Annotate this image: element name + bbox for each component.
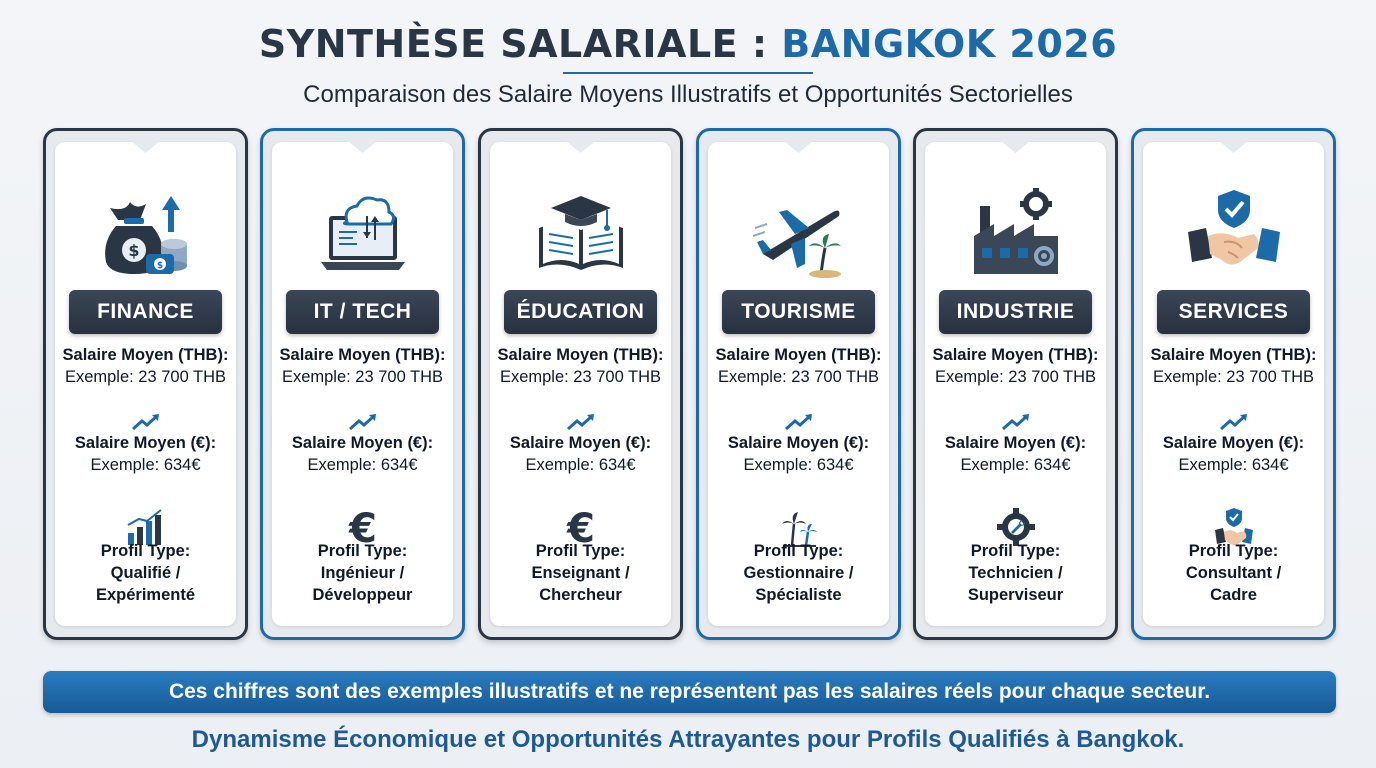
sector-cards	[43, 128, 1336, 640]
card-panel	[272, 142, 453, 626]
svg-text:$: $	[127, 241, 140, 260]
eur-value: Exemple: 634€	[525, 456, 636, 474]
sector-label: TOURISME	[722, 290, 875, 334]
profile-line-1: Technicien /	[968, 564, 1063, 582]
eur-value: Exemple: 634€	[307, 456, 418, 474]
eur-label: Salaire Moyen (€):	[291, 434, 434, 452]
card-notch	[782, 139, 816, 153]
profile-line-1: Qualifié /	[110, 564, 181, 582]
title-part-2: BANGKOK 2026	[781, 22, 1118, 66]
factory-gear-icon	[925, 180, 1106, 284]
sector-label: SERVICES	[1157, 290, 1310, 334]
thb-label: Salaire Moyen (THB):	[715, 346, 882, 364]
profile-line-1: Enseignant /	[531, 564, 630, 582]
sector-card-industrie	[913, 128, 1118, 640]
eur-value: Exemple: 634€	[90, 456, 201, 474]
profile-line-2: Cadre	[1210, 586, 1257, 604]
thb-value: Exemple: 23 700 THB	[64, 368, 227, 386]
eur-label: Salaire Moyen (€):	[74, 434, 217, 452]
thb-label: Salaire Moyen (THB):	[279, 346, 446, 364]
eur-label: Salaire Moyen (€):	[1162, 434, 1305, 452]
sector-card-education	[478, 128, 683, 640]
card-panel	[490, 142, 671, 626]
profile-label: Profil Type:	[1188, 542, 1279, 560]
trend-up-icon	[1143, 412, 1324, 432]
profile-line-2: Chercheur	[539, 586, 622, 604]
sector-label: ÉDUCATION	[504, 290, 657, 334]
svg-text:$: $	[156, 261, 163, 271]
page-subtitle: Comparaison des Salaire Moyens Illustratifs et Opportunités Sectorielles	[303, 81, 1073, 108]
sector-card-services	[1131, 128, 1336, 640]
profile-label: Profil Type:	[753, 542, 844, 560]
svg-text:€: €	[348, 506, 377, 548]
trend-up-icon	[55, 412, 236, 432]
card-notch	[1217, 139, 1251, 153]
sector-card-tourisme	[696, 128, 901, 640]
profile-label: Profil Type:	[970, 542, 1061, 560]
profile-line-1: Consultant /	[1185, 564, 1282, 582]
card-notch	[346, 139, 380, 153]
thb-label: Salaire Moyen (THB):	[1150, 346, 1317, 364]
profile-label: Profil Type:	[100, 542, 191, 560]
eur-label: Salaire Moyen (€):	[509, 434, 652, 452]
eur-label: Salaire Moyen (€):	[944, 434, 1087, 452]
profile-line-1: Gestionnaire /	[743, 564, 854, 582]
title-underline	[563, 72, 813, 74]
thb-value: Exemple: 23 700 THB	[717, 368, 880, 386]
thb-value: Exemple: 23 700 THB	[281, 368, 444, 386]
card-notch	[564, 139, 598, 153]
card-panel	[55, 142, 236, 626]
trend-up-icon	[925, 412, 1106, 432]
profile-line-2: Superviseur	[967, 586, 1064, 604]
profile-line-2: Spécialiste	[755, 586, 842, 604]
profile-label: Profil Type:	[317, 542, 408, 560]
footer-tagline: Dynamisme Économique et Opportunités Attrayantes pour Profils Qualifiés à Bangkok.	[191, 726, 1185, 753]
sector-card-it-tech	[260, 128, 465, 640]
sector-label: IT / TECH	[286, 290, 439, 334]
profile-line-2: Expérimenté	[95, 586, 196, 604]
eur-value: Exemple: 634€	[960, 456, 1071, 474]
thb-value: Exemple: 23 700 THB	[1152, 368, 1315, 386]
cloud-laptop-icon	[272, 180, 453, 284]
card-notch	[999, 139, 1033, 153]
thb-value: Exemple: 23 700 THB	[499, 368, 662, 386]
disclaimer-banner: Ces chiffres sont des exemples illustratifs et ne représentent pas les salaires réels pour chaque secteur.	[43, 671, 1336, 713]
eur-value: Exemple: 634€	[743, 456, 854, 474]
sector-label: FINANCE	[69, 290, 222, 334]
trend-up-icon	[272, 412, 453, 432]
page-title	[0, 22, 1376, 66]
eur-value: Exemple: 634€	[1178, 456, 1289, 474]
book-graduation-cap-icon	[490, 180, 671, 284]
card-panel	[708, 142, 889, 626]
svg-text:€: €	[566, 506, 595, 548]
trend-up-icon	[708, 412, 889, 432]
sector-label: INDUSTRIE	[939, 290, 1092, 334]
card-panel	[1143, 142, 1324, 626]
thb-label: Salaire Moyen (THB):	[62, 346, 229, 364]
sector-card-finance	[43, 128, 248, 640]
profile-label: Profil Type:	[535, 542, 626, 560]
eur-label: Salaire Moyen (€):	[727, 434, 870, 452]
handshake-shield-icon	[1143, 180, 1324, 284]
airplane-palm-icon	[708, 180, 889, 284]
thb-label: Salaire Moyen (THB):	[497, 346, 664, 364]
profile-line-2: Développeur	[312, 586, 413, 604]
title-part-1: SYNTHÈSE SALARIALE :	[258, 22, 782, 66]
thb-value: Exemple: 23 700 THB	[934, 368, 1097, 386]
trend-up-icon	[490, 412, 671, 432]
card-panel	[925, 142, 1106, 626]
thb-label: Salaire Moyen (THB):	[932, 346, 1099, 364]
card-notch	[129, 139, 163, 153]
profile-line-1: Ingénieur /	[320, 564, 405, 582]
money-bag-icon	[55, 180, 236, 284]
